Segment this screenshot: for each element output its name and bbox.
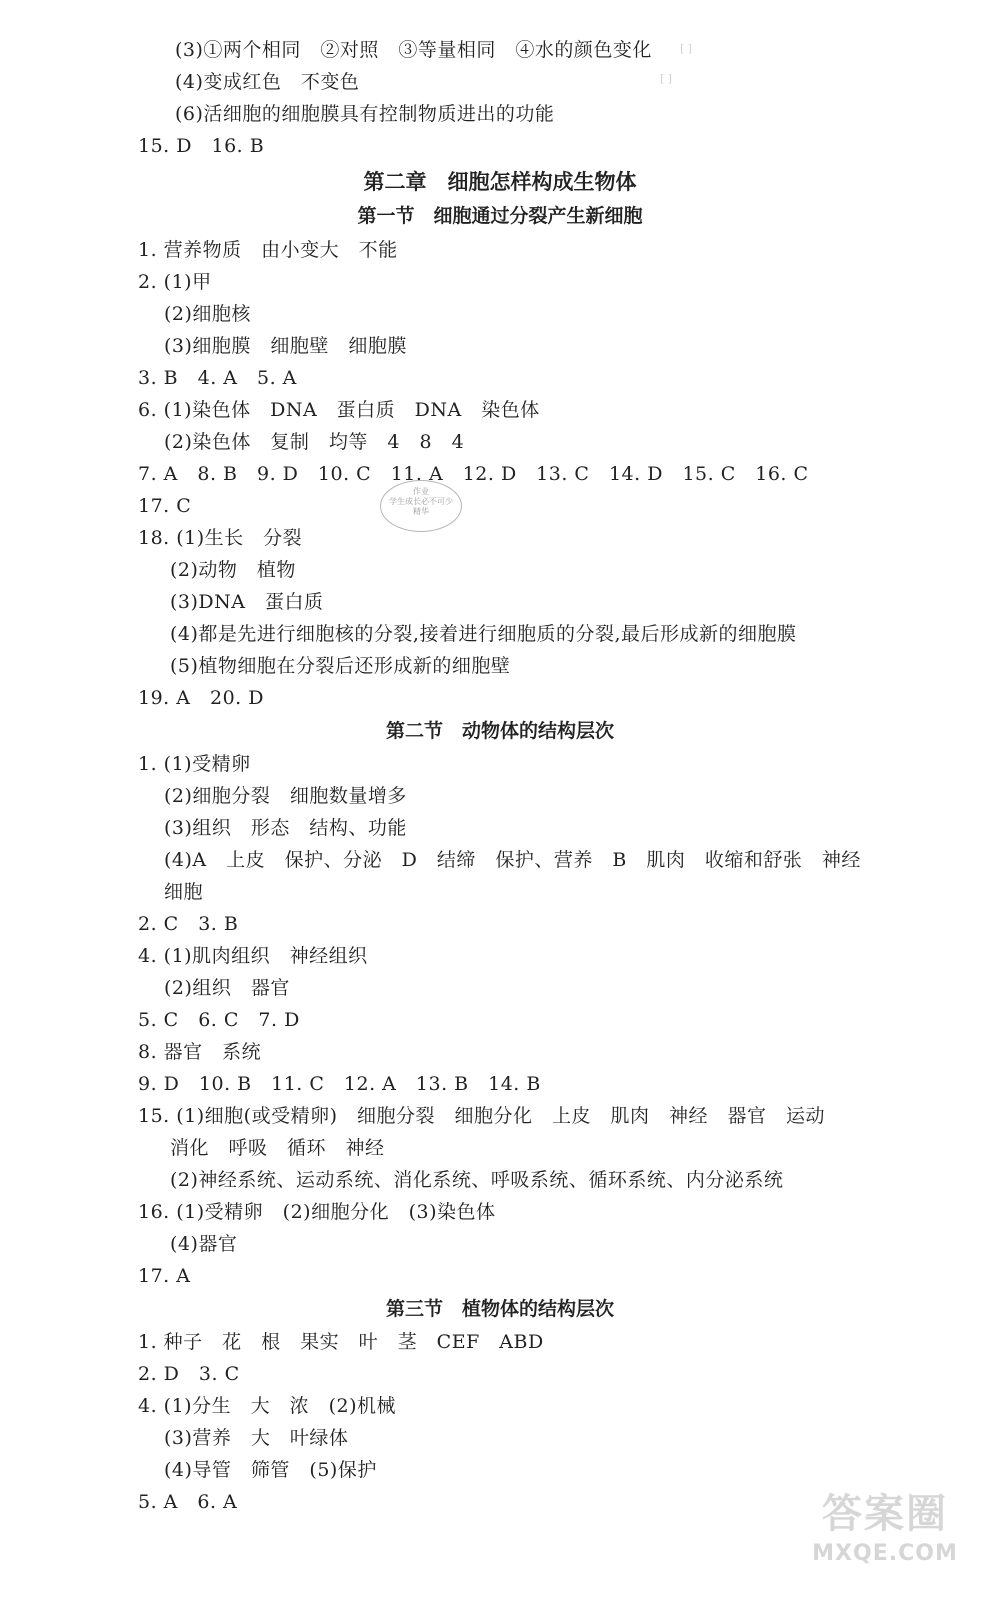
- answer-line: (2)细胞核: [164, 303, 251, 325]
- answer-line: 4. (1)分生 大 浓 (2)机械: [138, 1395, 396, 1417]
- answer-line: (3)营养 大 叶绿体: [164, 1427, 349, 1449]
- answer-line: 1. 营养物质 由小变大 不能: [138, 239, 398, 261]
- answer-line: (3)DNA 蛋白质: [170, 591, 324, 613]
- answer-line: (4)A 上皮 保护、分泌 D 结缔 保护、营养 B 肌肉 收缩和舒张 神经: [164, 849, 861, 871]
- bleed-through-mark: [ ]: [660, 72, 673, 85]
- answer-line: (4)都是先进行细胞核的分裂,接着进行细胞质的分裂,最后形成新的细胞膜: [170, 623, 797, 645]
- answer-line: (3)组织 形态 结构、功能: [164, 817, 407, 839]
- answer-line: 4. (1)肌肉组织 神经组织: [138, 945, 368, 967]
- answer-line: (2)染色体 复制 均等 4 8 4: [164, 431, 465, 453]
- answer-line: (5)植物细胞在分裂后还形成新的细胞壁: [170, 655, 511, 677]
- answer-line: (2)神经系统、运动系统、消化系统、呼吸系统、循环系统、内分泌系统: [170, 1169, 784, 1191]
- answer-line: 8. 器官 系统: [138, 1041, 262, 1063]
- watermark-logo: [800, 1488, 970, 1588]
- chapter-title: 第二章 细胞怎样构成生物体: [363, 170, 637, 194]
- answer-line: 9. D 10. B 11. C 12. A 13. B 14. B: [138, 1073, 541, 1095]
- answer-line: 19. A 20. D: [138, 687, 264, 709]
- section-title: 第二节 动物体的结构层次: [385, 720, 614, 742]
- answer-line: 18. (1)生长 分裂: [138, 527, 303, 549]
- answer-line: (4)导管 筛管 (5)保护: [164, 1459, 377, 1481]
- answer-line: (2)细胞分裂 细胞数量增多: [164, 785, 407, 807]
- answer-line: 6. (1)染色体 DNA 蛋白质 DNA 染色体: [138, 399, 540, 421]
- answer-line: 17. A: [138, 1265, 191, 1287]
- answer-line: 2. C 3. B: [138, 913, 239, 935]
- stamp-seal: [380, 480, 462, 532]
- watermark-main-text: 答案圈: [822, 1491, 948, 1537]
- answer-line: (2)组织 器官: [164, 977, 290, 999]
- answer-line: (4)器官: [170, 1233, 238, 1255]
- answer-line: 2. (1)甲: [138, 271, 212, 293]
- bleed-through-mark: [ ]: [680, 42, 693, 55]
- answer-line: 15. D 16. B: [138, 135, 265, 157]
- answer-line: 16. (1)受精卵 (2)细胞分化 (3)染色体: [138, 1201, 496, 1223]
- stamp-text: 学生成长必不可少: [389, 497, 453, 506]
- answer-line: 1. (1)受精卵: [138, 753, 251, 775]
- answer-line: 细胞: [164, 881, 204, 903]
- stamp-text: 作业: [413, 487, 429, 496]
- answer-line: 7. A 8. B 9. D 10. C 11. A 12. D 13. C 14. D 15. C 16. C: [138, 463, 809, 485]
- answer-line: (4)变成红色 不变色: [175, 71, 360, 93]
- answer-line: 5. A 6. A: [138, 1491, 238, 1513]
- answer-line: 17. C: [138, 495, 192, 517]
- watermark-url-text: MXQE.COM: [812, 1541, 958, 1566]
- answer-line: (2)动物 植物: [170, 559, 296, 581]
- answer-line: (3)①两个相同 ②对照 ③等量相同 ④水的颜色变化: [175, 39, 652, 61]
- answer-line: 3. B 4. A 5. A: [138, 367, 297, 389]
- section-title: 第一节 细胞通过分裂产生新细胞: [357, 205, 643, 227]
- answer-line: 5. C 6. C 7. D: [138, 1009, 300, 1031]
- answer-line: 15. (1)细胞(或受精卵) 细胞分裂 细胞分化 上皮 肌肉 神经 器官 运动: [138, 1105, 825, 1127]
- answer-line: 1. 种子 花 根 果实 叶 茎 CEF ABD: [138, 1331, 544, 1353]
- answer-line: (6)活细胞的细胞膜具有控制物质进出的功能: [175, 103, 555, 125]
- answer-line: 2. D 3. C: [138, 1363, 240, 1385]
- answer-line: 消化 呼吸 循环 神经: [170, 1137, 385, 1159]
- stamp-text: 精华: [413, 507, 429, 516]
- section-title: 第三节 植物体的结构层次: [385, 1298, 614, 1320]
- answer-line: (3)细胞膜 细胞壁 细胞膜: [164, 335, 407, 357]
